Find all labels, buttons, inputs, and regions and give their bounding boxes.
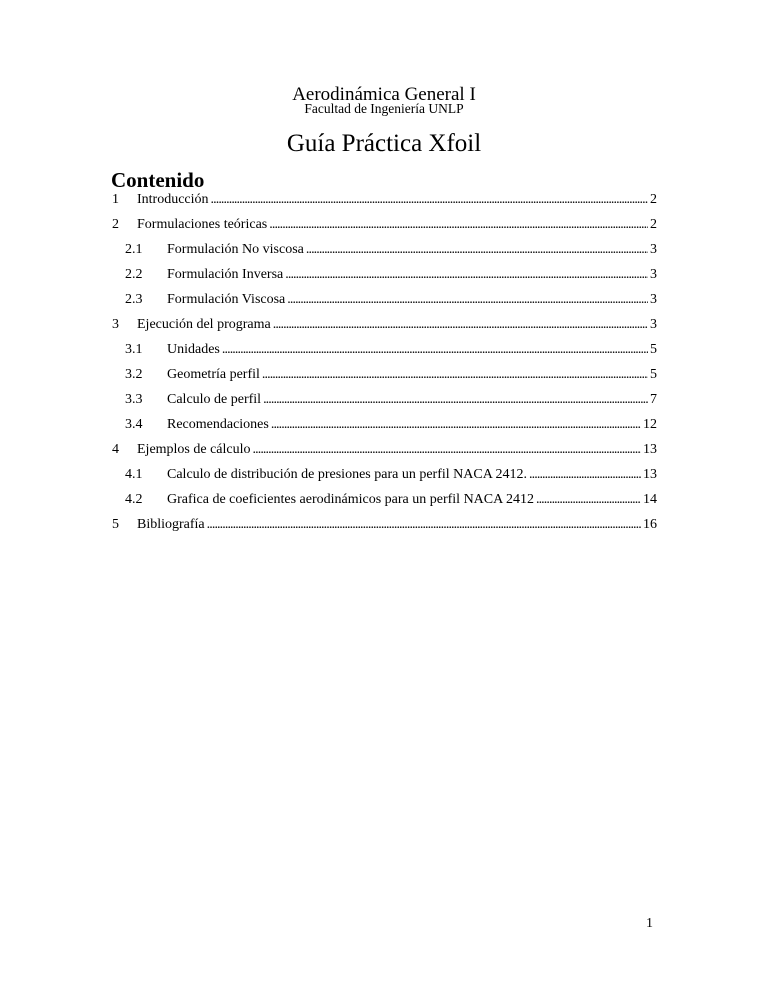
toc-entry-page: 3 bbox=[650, 317, 657, 332]
toc-entry-page: 2 bbox=[650, 192, 657, 207]
dot-leader bbox=[306, 242, 648, 258]
toc-entry[interactable] bbox=[112, 517, 657, 542]
toc-entry[interactable] bbox=[112, 442, 657, 467]
toc-entry[interactable] bbox=[112, 417, 657, 442]
toc-entry-number: 4.2 bbox=[125, 492, 143, 507]
toc-entry-page: 14 bbox=[643, 492, 657, 507]
toc-heading: Contenido bbox=[111, 168, 205, 192]
toc-entry-number: 2.2 bbox=[125, 267, 143, 282]
toc-entry-label: Calculo de perfil bbox=[167, 392, 262, 407]
toc-entry[interactable] bbox=[112, 492, 657, 517]
dot-leader bbox=[207, 517, 641, 533]
toc-entry-number: 1 bbox=[112, 192, 119, 207]
faculty-subtitle: Facultad de Ingeniería UNLP bbox=[304, 101, 464, 116]
course-title: Aerodinámica General I bbox=[292, 84, 476, 105]
toc-entry-label: Recomendaciones bbox=[167, 417, 269, 432]
toc-entry-page: 13 bbox=[643, 442, 657, 457]
toc-entry[interactable] bbox=[112, 292, 657, 317]
page-number: 1 bbox=[646, 916, 653, 931]
toc-entry-number: 3.4 bbox=[125, 417, 143, 432]
dot-leader bbox=[287, 292, 648, 308]
dot-leader bbox=[253, 442, 641, 458]
toc-entry[interactable] bbox=[112, 342, 657, 367]
toc-entry-number: 2.3 bbox=[125, 292, 143, 307]
toc-entry-label: Formulación Viscosa bbox=[167, 292, 286, 307]
toc-entry[interactable] bbox=[112, 242, 657, 267]
toc-entry-number: 5 bbox=[112, 517, 119, 532]
dot-leader bbox=[285, 267, 648, 283]
dot-leader bbox=[536, 492, 641, 508]
toc-entry-label: Introducción bbox=[137, 192, 209, 207]
toc-entry[interactable] bbox=[112, 192, 657, 217]
document-title: Guía Práctica Xfoil bbox=[286, 130, 482, 157]
toc-entry[interactable] bbox=[112, 467, 657, 492]
toc-entry-label: Unidades bbox=[167, 342, 220, 357]
dot-leader bbox=[271, 417, 641, 433]
toc-entry-label: Ejemplos de cálculo bbox=[137, 442, 251, 457]
toc-entry-number: 3.2 bbox=[125, 367, 143, 382]
table-of-contents bbox=[112, 192, 657, 542]
toc-entry-page: 3 bbox=[650, 292, 657, 307]
toc-entry-page: 2 bbox=[650, 217, 657, 232]
dot-leader bbox=[273, 317, 648, 333]
toc-entry-label: Formulaciones teóricas bbox=[137, 217, 268, 232]
toc-entry-number: 3.1 bbox=[125, 342, 143, 357]
toc-entry-page: 16 bbox=[643, 517, 657, 532]
toc-entry-label: Geometría perfil bbox=[167, 367, 260, 382]
toc-entry[interactable] bbox=[112, 317, 657, 342]
toc-entry[interactable] bbox=[112, 392, 657, 417]
toc-entry-label: Grafica de coeficientes aerodinámicos para un perfil NACA 2412 bbox=[167, 492, 534, 507]
toc-entry-number: 4 bbox=[112, 442, 119, 457]
toc-entry-label: Ejecución del programa bbox=[137, 317, 271, 332]
dot-leader bbox=[222, 342, 648, 358]
toc-entry-page: 3 bbox=[650, 242, 657, 257]
toc-entry-page: 5 bbox=[650, 367, 657, 382]
toc-entry-number: 3.3 bbox=[125, 392, 143, 407]
toc-entry-number: 3 bbox=[112, 317, 119, 332]
dot-leader bbox=[262, 367, 648, 383]
toc-entry-page: 7 bbox=[650, 392, 657, 407]
dot-leader bbox=[269, 217, 648, 233]
toc-entry-number: 4.1 bbox=[125, 467, 143, 482]
toc-entry-number: 2.1 bbox=[125, 242, 143, 257]
toc-entry-page: 3 bbox=[650, 267, 657, 282]
toc-entry-label: Formulación No viscosa bbox=[167, 242, 304, 257]
toc-entry[interactable] bbox=[112, 267, 657, 292]
dot-leader bbox=[211, 192, 648, 208]
toc-entry-label: Bibliografía bbox=[137, 517, 205, 532]
toc-entry-page: 12 bbox=[643, 417, 657, 432]
dot-leader bbox=[529, 467, 641, 483]
toc-entry[interactable] bbox=[112, 367, 657, 392]
dot-leader bbox=[263, 392, 648, 408]
toc-entry-page: 13 bbox=[643, 467, 657, 482]
toc-entry[interactable] bbox=[112, 217, 657, 242]
toc-entry-label: Calculo de distribución de presiones para un perfil NACA 2412. bbox=[167, 467, 528, 482]
toc-entry-page: 5 bbox=[650, 342, 657, 357]
toc-entry-number: 2 bbox=[112, 217, 119, 232]
toc-entry-label: Formulación Inversa bbox=[167, 267, 284, 282]
